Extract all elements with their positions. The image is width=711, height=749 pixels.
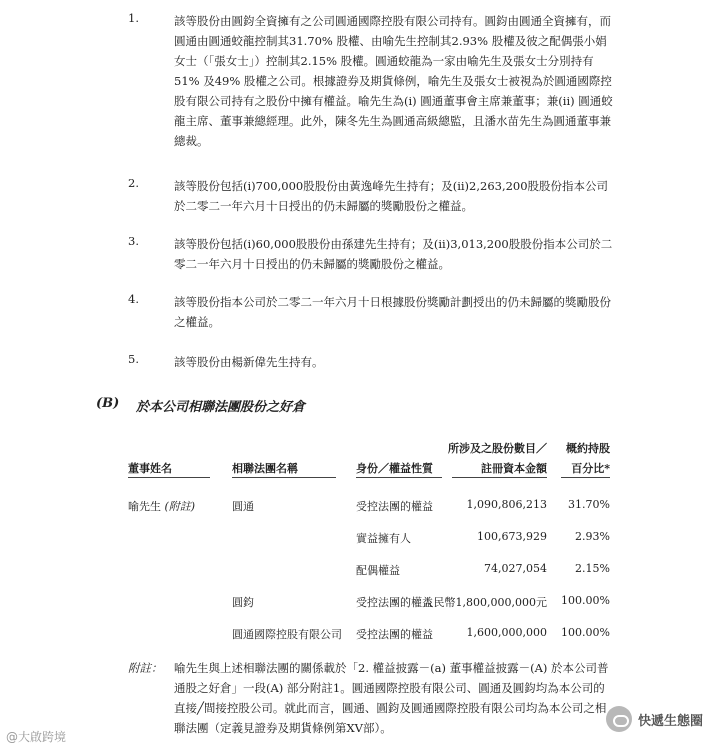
cell-capacity: 實益擁有人 (356, 532, 411, 545)
note-number: 4. (128, 292, 139, 306)
cell-pct: 31.70% (568, 498, 610, 511)
cell-capacity: 受控法團的權益 (356, 500, 433, 513)
cell-capacity: 配偶權益 (356, 564, 400, 577)
cell-shares: 人民幣1,800,000,000元 (422, 596, 547, 609)
cell-pct: 100.00% (561, 594, 610, 607)
note-text: 該等股份由楊新偉先生持有。 (174, 355, 324, 369)
cell-shares: 1,090,806,213 (466, 498, 547, 511)
note-number: 3. (128, 234, 139, 248)
header-underline-director (128, 477, 210, 478)
cell-shares: 1,600,000,000 (466, 626, 547, 639)
cell-entity: 圓通國際控股有限公司 (232, 628, 342, 641)
wechat-icon (606, 706, 632, 732)
footnote-label: 附註： (128, 661, 163, 675)
section-title: 於本公司相聯法團股份之好倉 (136, 400, 306, 415)
header-underline-pct (561, 477, 610, 478)
header-pct-line1: 概約持股 (566, 442, 610, 455)
header-underline-shares (452, 477, 547, 478)
cell-pct: 2.15% (575, 562, 610, 575)
watermark-right-text: 快遞生態圈 (637, 713, 703, 729)
cell-pct: 2.93% (575, 530, 610, 543)
header-entity: 相聯法團名稱 (232, 462, 298, 475)
watermark-left: @大啟跨境 (6, 730, 67, 744)
header-shares-line1: 所涉及之股份數目／ (448, 442, 547, 455)
footnote-text: 喻先生與上述相聯法團的關係載於「2. 權益披露－(a) 董事權益披露－(A) 於本公司普通股之好倉」一段(A) 部分附註1。圓通國際控股有限公司、圓通及圓鈞均為本公司的直接╱間接控股公司。就此而言，圓通、圓鈞及圓通國際控股有限公司均為本公司之相聯法團（定義見證券及期貨條例第XV部）。 (174, 661, 609, 735)
cell-capacity: 受控法團的權益 (356, 596, 433, 609)
cell-entity: 圓通 (232, 500, 254, 513)
director-note: (附註) (164, 500, 196, 513)
watermark-right (606, 706, 703, 732)
header-underline-entity (232, 477, 336, 478)
header-shares-line2: 註冊資本金額 (481, 462, 547, 475)
header-capacity: 身份／權益性質 (356, 462, 433, 475)
cell-capacity: 受控法團的權益 (356, 628, 433, 641)
section-label: (B) (96, 396, 120, 411)
note-text: 該等股份包括(i)700,000股股份由黃逸峰先生持有；及(ii)2,263,200股股份指本公司於二零二一年六月十日授出的仍未歸屬的獎勵股份之權益。 (174, 179, 609, 213)
note-text: 該等股份由圓鈞全資擁有之公司圓通國際控股有限公司持有。圓鈞由圓通全資擁有，而圓通由圓通蛟龍控制其31.70% 股權、由喻先生控制其2.93% 股權及彼之配偶張小娟女士（「張女士」）控制其2.15% 股權。圓通蛟龍為一家由喻先生及張女士分別持有51% 及49% 股權之公司。根據證券及期貨條例，喻先生及張女士被視為於圓通國際控股有限公司持有之股份中擁有權益。喻先生為(i) 圓通董事會主席兼董事；兼(ii) 圓通蛟龍主席、董事兼總經理。此外，陳冬先生為圓通高級總監，且潘水苗先生為圓通董事兼總裁。 (174, 14, 613, 148)
note-number: 5. (128, 352, 139, 366)
cell-director: 喻先生 (附註) (128, 500, 196, 513)
note-number: 1. (128, 11, 139, 25)
header-director: 董事姓名 (128, 462, 172, 475)
cell-entity: 圓鈞 (232, 596, 254, 609)
cell-pct: 100.00% (561, 626, 610, 639)
header-underline-capacity (356, 477, 442, 478)
note-text: 該等股份包括(i)60,000股股份由孫建先生持有；及(ii)3,013,200股股份指本公司於二零二一年六月十日授出的仍未歸屬的獎勵股份之權益。 (174, 237, 613, 271)
header-pct-line2: 百分比* (571, 462, 610, 475)
cell-shares: 100,673,929 (477, 530, 547, 543)
note-text: 該等股份指本公司於二零二一年六月十日根據股份獎勵計劃授出的仍未歸屬的獎勵股份之權益。 (174, 295, 611, 329)
cell-shares: 74,027,054 (484, 562, 547, 575)
note-number: 2. (128, 176, 139, 190)
